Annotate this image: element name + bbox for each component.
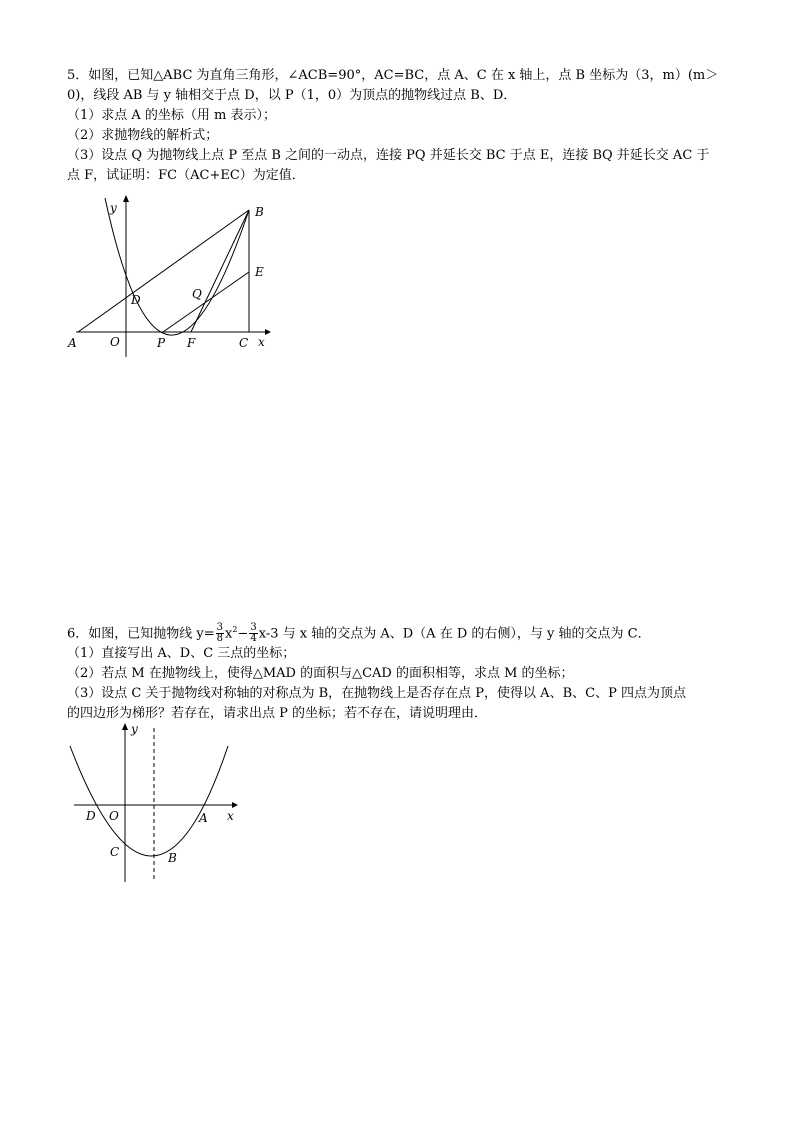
label-o: O — [110, 335, 120, 349]
problem-5-part-1: （1）求点 A 的坐标（用 m 表示）； — [67, 108, 277, 123]
problem-6-part-3: （3）设点 C 关于抛物线对称轴的对称点为 B，在抛物线上是否存在点 P，使得以 A、B、C、P 四点为顶点 — [67, 686, 686, 702]
label-d: D — [86, 809, 96, 823]
problem-5-line-1: 5．如图，已知△ABC 为直角三角形，∠ACB=90°，AC=BC，点 A、C 在 x 轴上，点 B 坐标为（3，m）(m＞ — [67, 68, 719, 83]
label-x: x — [227, 809, 234, 823]
problem-6-part-1: （1）直接写出 A、D、C 三点的坐标； — [67, 646, 296, 662]
fraction-3-4-den: 4 — [250, 633, 257, 645]
label-p: P — [157, 336, 166, 350]
problem-5-part-2: （2）求抛物线的解析式； — [67, 128, 219, 143]
label-c: C — [239, 336, 249, 350]
problem-5-part-3-cont: 点 F，试证明：FC（AC+EC）为定值． — [67, 168, 305, 183]
segment-pe — [163, 272, 249, 332]
label-q: Q — [192, 287, 202, 301]
fraction-3-8-num: 3 — [216, 622, 224, 634]
label-y: y — [131, 722, 138, 736]
label-y: y — [110, 201, 117, 215]
problem-6-intro — [67, 620, 732, 644]
x-squared-base: x — [225, 626, 233, 642]
label-o: O — [109, 809, 119, 823]
y-axis-arrow — [122, 723, 128, 730]
problem-6 — [67, 620, 732, 724]
problem-6-figure — [60, 718, 245, 888]
label-d: D — [131, 293, 141, 307]
x-axis-arrow — [265, 329, 271, 335]
label-a: A — [199, 811, 208, 825]
label-c: C — [110, 845, 120, 859]
problem-5 — [67, 66, 732, 186]
segment-ab — [78, 210, 249, 332]
problem-5-figure — [60, 190, 280, 360]
label-f: F — [187, 336, 196, 350]
problem-6-intro-suffix: x-3 与 x 轴的交点为 A、D（A 在 D 的右侧），与 y 轴的交点为 C． — [258, 626, 651, 642]
fraction-3-4 — [249, 623, 257, 644]
fraction-3-8 — [216, 623, 224, 644]
problem-6-part-2: （2）若点 M 在抛物线上，使得△MAD 的面积与△CAD 的面积相等，求点 M 的坐标； — [67, 666, 574, 682]
label-b: B — [255, 205, 264, 219]
problem-5-part-3: （3）设点 Q 为抛物线上点 P 至点 B 之间的一动点，连接 PQ 并延长交 BC 于点 E，连接 BQ 并延长交 AC 于 — [67, 148, 710, 163]
x-axis-arrow — [232, 802, 238, 808]
y-axis-arrow — [123, 195, 129, 202]
problem-5-line-2: 0)，线段 AB 与 y 轴相交于点 D，以 P（1，0）为顶点的抛物线过点 B、D． — [67, 88, 517, 103]
parabola-curve — [105, 198, 249, 335]
label-x: x — [258, 335, 265, 349]
label-b: B — [168, 851, 177, 865]
fraction-3-8-den: 8 — [216, 633, 224, 645]
problem-6-intro-prefix: 6．如图，已知抛物线 y= — [67, 626, 215, 642]
segment-bf — [191, 210, 249, 332]
fraction-3-4-num: 3 — [250, 622, 257, 634]
x-squared-exp: 2 — [232, 625, 238, 634]
label-e: E — [255, 265, 264, 279]
minus-sign: − — [237, 626, 249, 642]
parabola-curve — [70, 746, 228, 856]
problem-6-part-3-cont: 的四边形为梯形？若存在，请求出点 P 的坐标；若不存在，请说明理由． — [67, 706, 488, 722]
label-a: A — [68, 336, 77, 350]
